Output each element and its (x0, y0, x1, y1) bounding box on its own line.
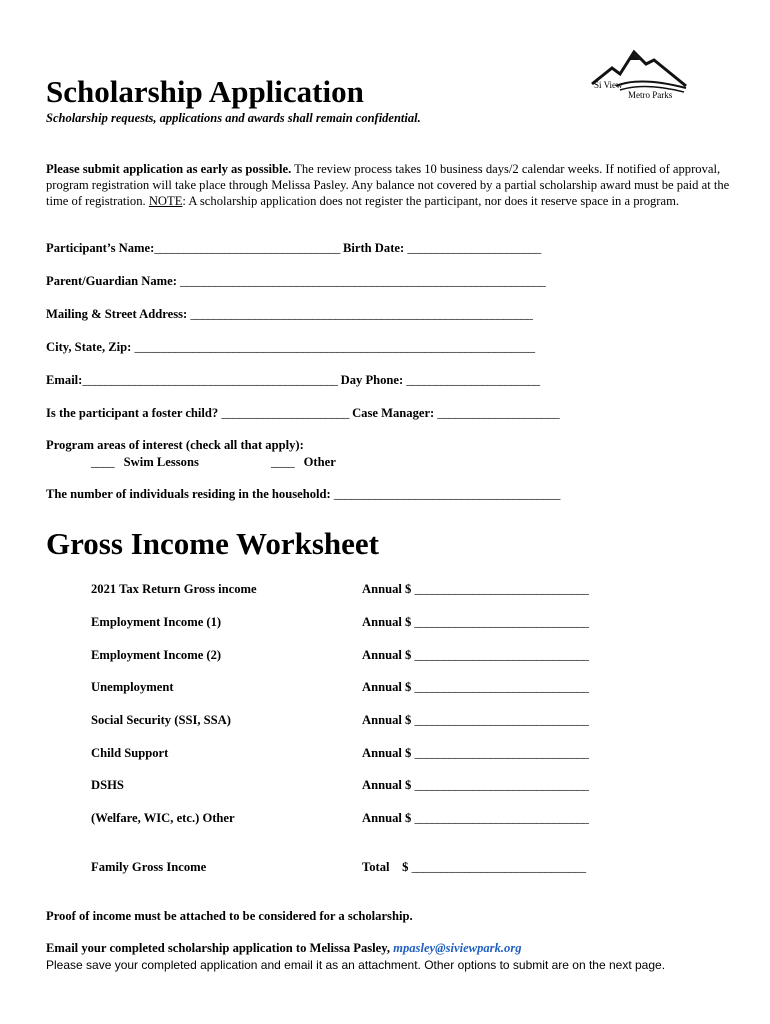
email-field[interactable]: ____________________________________________ (82, 373, 338, 387)
participant-name-field[interactable]: ________________________________ (154, 241, 340, 255)
annual-label: Annual $ (362, 713, 412, 727)
worksheet-row-amount (362, 648, 588, 663)
worksheet-row-label: Employment Income (2) (91, 648, 222, 662)
day-phone-label: Day Phone: (337, 373, 407, 387)
total-amount-field[interactable]: ______________________________ (411, 860, 586, 874)
city-state-zip-field[interactable]: _____________________________________________________________________ (134, 340, 535, 354)
worksheet-row-label: Unemployment (91, 680, 174, 694)
program-areas-label: Program areas of interest (check all that apply): (46, 438, 304, 452)
case-manager-field[interactable]: _____________________ (437, 406, 560, 420)
intro-text-2: : A scholarship application does not register the participant, nor does it reserve space in a program. (182, 194, 680, 208)
page-title: Scholarship Application (46, 74, 364, 109)
worksheet-row-amount (362, 615, 588, 630)
other-program-checkbox[interactable]: ____ (271, 455, 295, 469)
worksheet-row-label: 2021 Tax Return Gross income (91, 582, 257, 596)
total-row (362, 860, 585, 875)
worksheet-row-amount (362, 778, 588, 793)
intro-lead: Please submit application as early as possible. (46, 162, 292, 176)
day-phone-field[interactable]: _______________________ (406, 373, 540, 387)
swim-lessons-label: Swim Lessons (123, 455, 199, 469)
guardian-name-field[interactable]: _______________________________________________________________ (180, 274, 546, 288)
address-label: Mailing & Street Address: (46, 307, 191, 321)
annual-amount-field[interactable]: ______________________________ (414, 582, 589, 596)
annual-label: Annual $ (362, 648, 412, 662)
worksheet-row-amount (362, 680, 588, 695)
worksheet-row-label: Social Security (SSI, SSA) (91, 713, 231, 727)
birth-date-field[interactable]: _______________________ (407, 241, 541, 255)
annual-label: Annual $ (362, 811, 412, 825)
foster-row (46, 406, 559, 421)
contact-email-link[interactable]: mpasley@siviewpark.org (393, 941, 522, 955)
participant-row (46, 241, 541, 256)
si-view-metro-parks-logo (590, 46, 688, 102)
annual-label: Annual $ (362, 615, 412, 629)
address-field[interactable]: ___________________________________________________________ (190, 307, 533, 321)
annual-amount-field[interactable]: ______________________________ (414, 713, 589, 727)
intro-text-1: The review process takes 10 business days/2 calendar weeks. If notified of approval, program registration will take place through Melissa Pasley. Any balance not covered by a partial scholarship award must be paid at the time of registration. (46, 162, 730, 208)
address-row (46, 307, 532, 322)
worksheet-row-amount (362, 746, 588, 761)
swim-option (91, 455, 199, 470)
guardian-row (46, 274, 545, 289)
worksheet-row-amount (362, 713, 588, 728)
worksheet-row-amount (362, 811, 588, 826)
foster-child-field[interactable]: ______________________ (221, 406, 349, 420)
intro-paragraph (46, 161, 731, 209)
email-instructions (46, 941, 522, 956)
total-label: Total (362, 860, 390, 874)
logo-text-line2: Metro Parks (628, 90, 673, 100)
email-label: Email: (46, 373, 83, 387)
worksheet-row-label: Employment Income (1) (91, 615, 222, 629)
email-instructions-text: Email your completed scholarship application to Melissa Pasley, (46, 941, 394, 955)
swim-lessons-checkbox[interactable]: ____ (91, 455, 115, 469)
worksheet-row-label: (Welfare, WIC, etc.) Other (91, 811, 235, 825)
logo-text-line1: Si View (594, 80, 623, 90)
email-phone-row (46, 373, 540, 388)
foster-child-label: Is the participant a foster child? (46, 406, 222, 420)
intro-note: NOTE (148, 194, 183, 208)
annual-label: Annual $ (362, 582, 412, 596)
other-option (271, 455, 336, 470)
household-label: The number of individuals residing in the household: (46, 487, 334, 501)
annual-label: Annual $ (362, 778, 412, 792)
save-instructions: Please save your completed application and email it as an attachment. Other options to submit are on the next page. (46, 958, 666, 972)
household-row (46, 487, 560, 502)
annual-amount-field[interactable]: ______________________________ (414, 615, 589, 629)
worksheet-row-label: DSHS (91, 778, 124, 792)
guardian-name-label: Parent/Guardian Name: (46, 274, 181, 288)
city-state-zip-label: City, State, Zip: (46, 340, 135, 354)
city-row (46, 340, 535, 355)
annual-label: Annual $ (362, 680, 412, 694)
worksheet-title: Gross Income Worksheet (46, 526, 379, 561)
total-dollar-sign: $ (402, 860, 409, 874)
confidential-note: Scholarship requests, applications and awards shall remain confidential. (46, 111, 421, 125)
annual-amount-field[interactable]: ______________________________ (414, 680, 589, 694)
case-manager-label: Case Manager: (348, 406, 438, 420)
participant-name-label: Participant’s Name: (46, 241, 155, 255)
household-field[interactable]: _______________________________________ (333, 487, 560, 501)
family-gross-income-label: Family Gross Income (91, 860, 207, 874)
proof-of-income-note: Proof of income must be attached to be considered for a scholarship. (46, 909, 413, 923)
worksheet-row-label: Child Support (91, 746, 169, 760)
annual-amount-field[interactable]: ______________________________ (414, 648, 589, 662)
annual-label: Annual $ (362, 746, 412, 760)
annual-amount-field[interactable]: ______________________________ (414, 778, 589, 792)
annual-amount-field[interactable]: ______________________________ (414, 811, 589, 825)
other-program-label: Other (303, 455, 336, 469)
worksheet-row-amount (362, 582, 588, 597)
annual-amount-field[interactable]: ______________________________ (414, 746, 589, 760)
birth-date-label: Birth Date: (339, 241, 408, 255)
